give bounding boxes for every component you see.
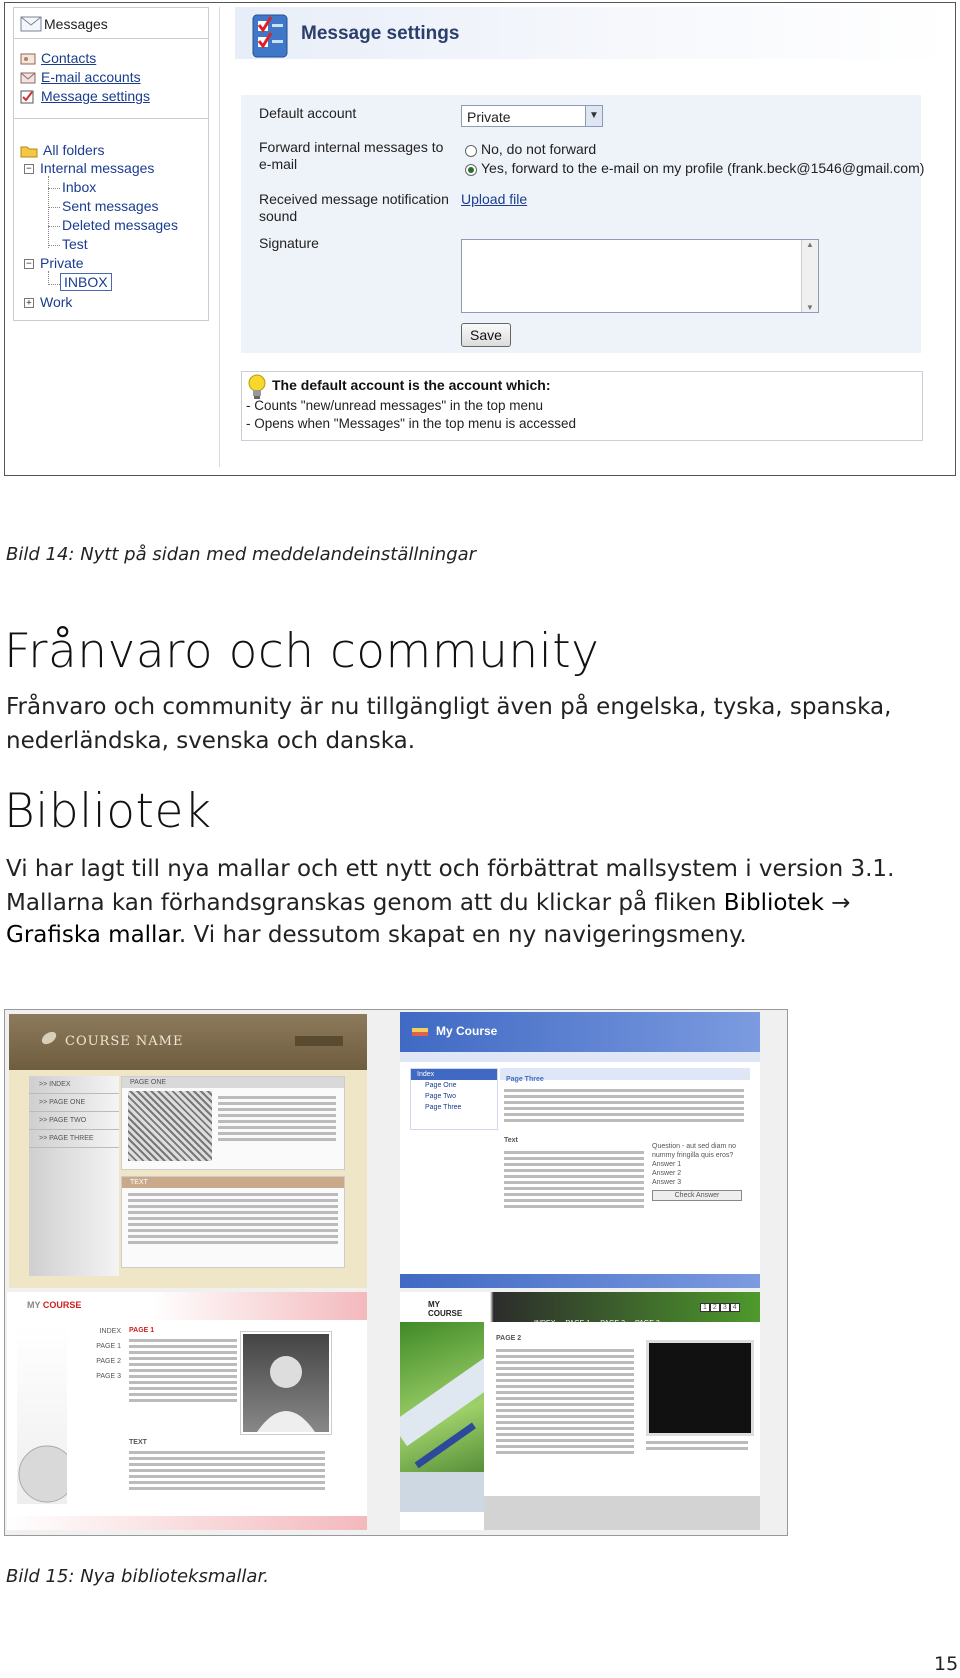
box-title: TEXT [122,1177,344,1188]
nav-item: PAGE 3 [634,1320,660,1327]
newspaper-image [128,1091,212,1161]
tree-branch [48,207,60,208]
template-thumbnail-my-course-green [400,1292,760,1530]
tree-item-deleted[interactable]: Deleted messages [62,217,178,233]
template-nav [29,1076,119,1276]
info-title: The default account is the account which: [272,377,551,393]
section-body-line [6,886,851,920]
text-lines [218,1093,336,1144]
body-text: Mallarna kan förhandsgranskas genom att du klickar på fliken [6,890,724,916]
text-lines [129,1448,325,1493]
page-number: 15 [934,1653,959,1675]
text-lines [646,1438,748,1453]
library-tab-reference: Bibliotek [723,890,824,916]
check-answer-button: Check Answer [652,1190,742,1201]
library-templates-screenshot [4,1009,788,1536]
title-part: COURSE [428,1309,463,1318]
video-player [646,1340,754,1436]
tree-item-internal-messages[interactable]: Internal messages [40,160,155,176]
default-account-info [241,371,923,441]
page-title-bar [500,1068,750,1083]
text-lines [129,1336,237,1405]
section-body-line [6,918,747,952]
nav-item: >> PAGE TWO [29,1112,119,1130]
tree-guide-line [48,176,49,248]
template-footer [7,1516,367,1530]
radio-no-forward-label: No, do not forward [481,141,597,157]
settings-check-icon [20,90,36,104]
template-title [428,1300,462,1318]
sidebar-link-email-accounts[interactable]: E-mail accounts [20,69,141,85]
page-label: PAGE 1 [129,1327,155,1334]
pager-item: 2 [710,1303,720,1312]
title-part: MY [27,1300,41,1310]
tree-branch [48,188,60,189]
pager-item: 4 [730,1303,740,1312]
nav-item: >> PAGE ONE [29,1094,119,1112]
graphic-templates-reference: Grafiska mallar [6,922,179,948]
nav-item: INDEX [534,1320,556,1327]
sidebar-link-contacts[interactable]: Contacts [20,50,96,66]
nav-item: PAGE 1 [96,1343,121,1350]
select-value: Private [467,109,511,125]
tree-item-sent[interactable]: Sent messages [62,198,159,214]
tree-guide-line [48,271,49,285]
portrait-photo [241,1332,331,1434]
radio-yes-forward-label: Yes, forward to the e-mail on my profile (frank.beck@1546@gmail.com) [481,160,925,176]
pager-item: 1 [700,1303,710,1312]
tree-all-folders[interactable]: All folders [20,142,104,158]
tree-branch [48,245,60,246]
page-label: PAGE 2 [496,1335,522,1342]
arrow-right-icon: → [831,890,851,916]
index-item: Page One [425,1082,457,1089]
box-title: PAGE ONE [122,1077,344,1088]
sidebar-divider [14,118,208,119]
pager [700,1296,740,1314]
template-thumbnail-my-course-blue [400,1012,760,1288]
tree-branch [48,226,60,227]
index-title: Index [411,1069,497,1080]
notification-sound-label: Received message notification sound [259,191,449,224]
tree-item-private[interactable]: Private [40,255,84,271]
envelope-icon [20,14,42,37]
content-box [121,1176,345,1268]
tree-item-inbox[interactable]: Inbox [62,179,97,195]
quiz-answer: Answer 3 [652,1179,682,1186]
tree-item-work[interactable]: Work [40,294,73,310]
message-settings-panel [235,7,951,467]
pager-icon [295,1036,343,1046]
info-line: - Opens when "Messages" in the top menu is accessed [246,416,577,431]
signature-textarea[interactable] [461,239,819,313]
scroll-up-icon[interactable]: ▲ [806,240,814,249]
nav-item: PAGE 3 [96,1373,121,1380]
save-button[interactable]: Save [461,323,511,347]
default-account-label: Default account [259,105,357,121]
section-body-line: Vi har lagt till nya mallar och ett nytt och förbättrat mallsystem i version 3.1. [6,856,895,882]
nav-item: PAGE 2 [96,1358,121,1365]
signature-label: Signature [259,235,319,251]
tree-item-private-inbox[interactable]: INBOX [60,273,112,291]
radio-no-forward[interactable] [465,145,477,157]
text-lines [504,1148,644,1211]
info-line: - Counts "new/unread messages" in the top menu [246,398,543,413]
quiz-question: Question - aut sed diam no nummy fringilla quis eros? [652,1143,737,1159]
template-footer [484,1496,760,1530]
tree-item-test[interactable]: Test [62,236,88,252]
template-nav [71,1324,121,1384]
forward-label: Forward internal messages to e-mail [259,139,444,172]
tree-collapse-icon[interactable]: − [24,259,34,269]
nav-item: INDEX [99,1328,121,1335]
globe-image [17,1324,67,1504]
nav-item: PAGE 1 [565,1320,591,1327]
nav-item: PAGE 2 [600,1320,625,1327]
nav-item: >> INDEX [29,1076,119,1094]
email-accounts-icon [20,71,36,85]
books-icon [410,1022,430,1045]
index-item: Page Two [425,1093,457,1100]
text-lines [496,1346,634,1457]
title-part: MY [428,1300,440,1309]
sidebar-title: Messages [44,16,108,32]
checklist-icon [249,11,291,66]
page-title: Page Three [506,1076,544,1083]
tree-collapse-icon[interactable]: − [24,164,34,174]
text-label: Text [504,1137,518,1144]
figure-caption: Bild 15: Nya biblioteksmallar. [6,1566,269,1587]
section-body-line: Frånvaro och community är nu tillgängligt även på engelska, tyska, spanska, [6,694,892,720]
section-heading: Bibliotek [4,784,212,839]
upload-file-link[interactable]: Upload file [461,191,528,207]
message-settings-screenshot [4,2,956,476]
text-lines [122,1188,344,1249]
quiz-answer: Answer 1 [652,1161,682,1168]
template-footer [400,1274,760,1288]
leaf-icon [39,1028,59,1053]
contacts-icon [20,52,36,66]
index-item: Page Three [425,1104,462,1111]
template-title [27,1300,81,1310]
sidebar-header [14,8,208,39]
template-index [410,1068,498,1130]
settings-header [235,7,951,59]
nav-item: >> PAGE THREE [29,1130,119,1148]
panel-separator [219,7,220,467]
scrollbar[interactable] [801,240,818,312]
template-title: My Course [436,1024,498,1038]
template-nav [534,1312,674,1330]
text-label: TEXT [129,1439,147,1446]
breadcrumb-bar [400,1052,760,1062]
radio-yes-forward[interactable] [465,164,477,176]
page-title: Message settings [301,23,460,44]
section-body-line: nederländska, svenska och danska. [6,728,416,754]
template-thumbnail-course-book [9,1014,367,1288]
folder-icon [20,144,38,158]
sidebar-link-message-settings[interactable]: Message settings [20,88,150,104]
title-part: COURSE [42,1300,82,1310]
default-account-select[interactable] [461,105,603,127]
quiz-box [652,1142,742,1201]
content-box [121,1076,345,1170]
template-title: COURSE NAME [65,1034,184,1049]
section-heading: Frånvaro och community [4,624,600,679]
text-lines [504,1086,744,1125]
scroll-down-icon[interactable]: ▼ [806,303,814,312]
chevron-down-icon[interactable]: ▼ [585,106,602,126]
messages-sidebar [13,7,209,321]
template-thumbnail-my-course-red [7,1292,367,1530]
body-text: . Vi har dessutom skapat en ny navigeringsmeny. [178,922,747,948]
figure-caption: Bild 14: Nytt på sidan med meddelandeinställningar [6,544,477,565]
pager-item: 3 [720,1303,730,1312]
pencil-ruler-image [400,1322,484,1512]
quiz-answer: Answer 2 [652,1170,682,1177]
tree-expand-icon[interactable]: + [24,298,34,308]
tree-branch [48,284,60,285]
